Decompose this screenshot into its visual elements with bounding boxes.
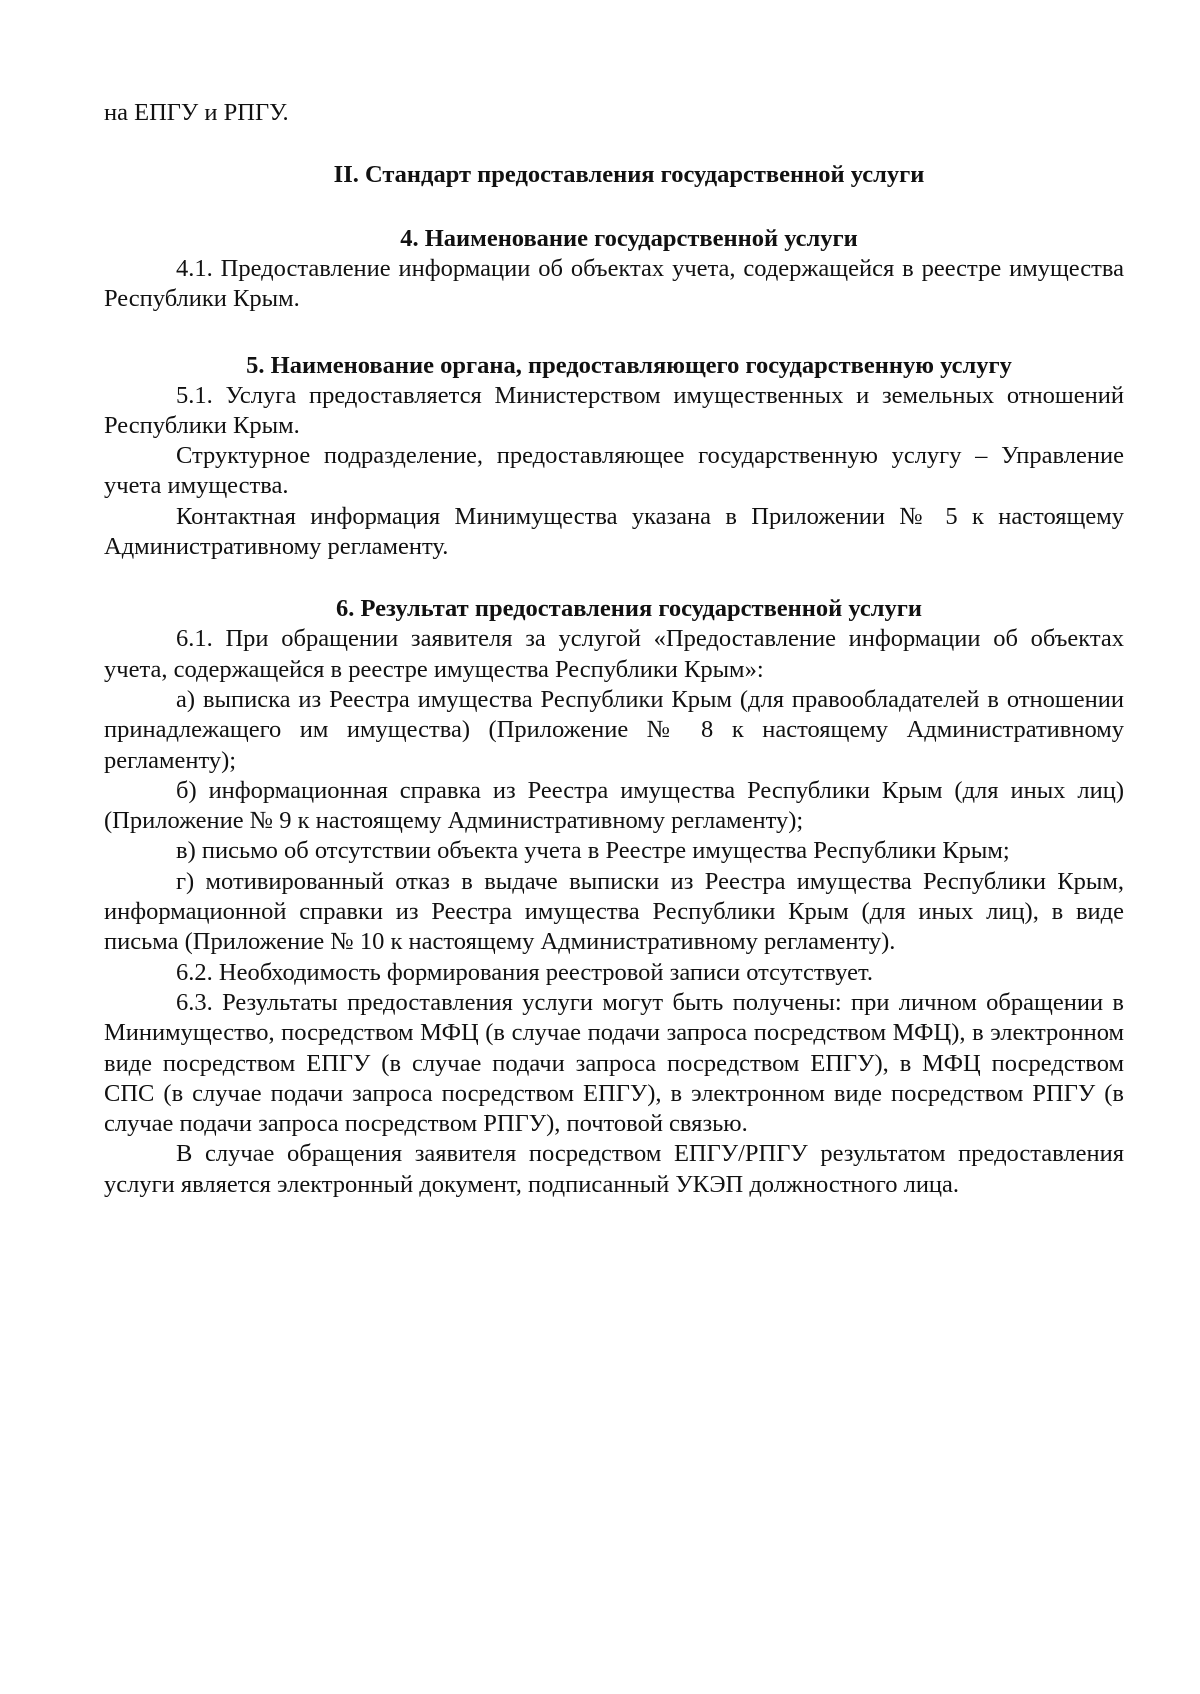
section-6-heading: 6. Результат предоставления государственной услуги bbox=[335, 595, 923, 623]
paragraph-6-3: 6.3. Результаты предоставления услуги могут быть получены: при личном обращении в Минимущество, посредством МФЦ (в случае подачи запроса посредством МФЦ), в электронном виде посредством ЕПГУ (в случае подачи запроса посредством ЕПГУ), в МФЦ посредством СПС (в случае подачи запроса посредством ЕПГУ), в электронном виде посредством РПГУ (в случае подачи запроса посредством РПГУ), почтовой связью. bbox=[104, 988, 1124, 1138]
section-5-heading: 5. Наименование органа, предоставляющего государственную услугу bbox=[246, 351, 1012, 379]
paragraph-epgu-result: В случае обращения заявителя посредством ЕПГУ/РПГУ результатом предоставления услуги является электронный документ, подписанный УКЭП должностного лица. bbox=[104, 1140, 1124, 1198]
list-item-b: б) информационная справка из Реестра имущества Республики Крым (для иных лиц) (Приложение № 9 к настоящему Административному регламенту); bbox=[104, 776, 1124, 835]
list-item-g: г) мотивированный отказ в выдаче выписки из Реестра имущества Республики Крым, информационной справки из Реестра имущества Республики Крым (для иных лиц), в виде письма (Приложение № 10 к настоящему Административному регламенту). bbox=[104, 867, 1124, 956]
section-4-heading: 4. Наименование государственной услуги bbox=[400, 225, 858, 252]
paragraph-6-2: 6.2. Необходимость формирования реестровой записи отсутствует. bbox=[176, 958, 874, 986]
list-item-v: в) письмо об отсутствии объекта учета в Реестре имущества Республики Крым; bbox=[176, 837, 1010, 865]
list-item-a: а) выписка из Реестра имущества Республики Крым (для правообладателей в отношении принадлежащего им имущества) (Приложение № 8 к настоящему Административному регламенту); bbox=[104, 685, 1124, 774]
continuation-line: на ЕПГУ и РПГУ. bbox=[104, 99, 289, 126]
paragraph-5-1: 5.1. Услуга предоставляется Министерством имущественных и земельных отношений Республики Крым. bbox=[104, 381, 1124, 439]
paragraph-structural-unit: Структурное подразделение, предоставляющее государственную услугу – Управление учета имущества. bbox=[104, 442, 1124, 500]
paragraph-6-1: 6.1. При обращении заявителя за услугой «Предоставление информации об объектах учета, содержащейся в реестре имущества Республики Крым»: bbox=[104, 625, 1124, 683]
part-heading: II. Стандарт предоставления государственной услуги bbox=[333, 161, 925, 188]
paragraph-4-1: 4.1. Предоставление информации об объектах учета, содержащейся в реестре имущества Республики Крым. bbox=[104, 255, 1124, 313]
paragraph-contact-info: Контактная информация Минимущества указана в Приложении № 5 к настоящему Административному регламенту. bbox=[104, 502, 1124, 561]
